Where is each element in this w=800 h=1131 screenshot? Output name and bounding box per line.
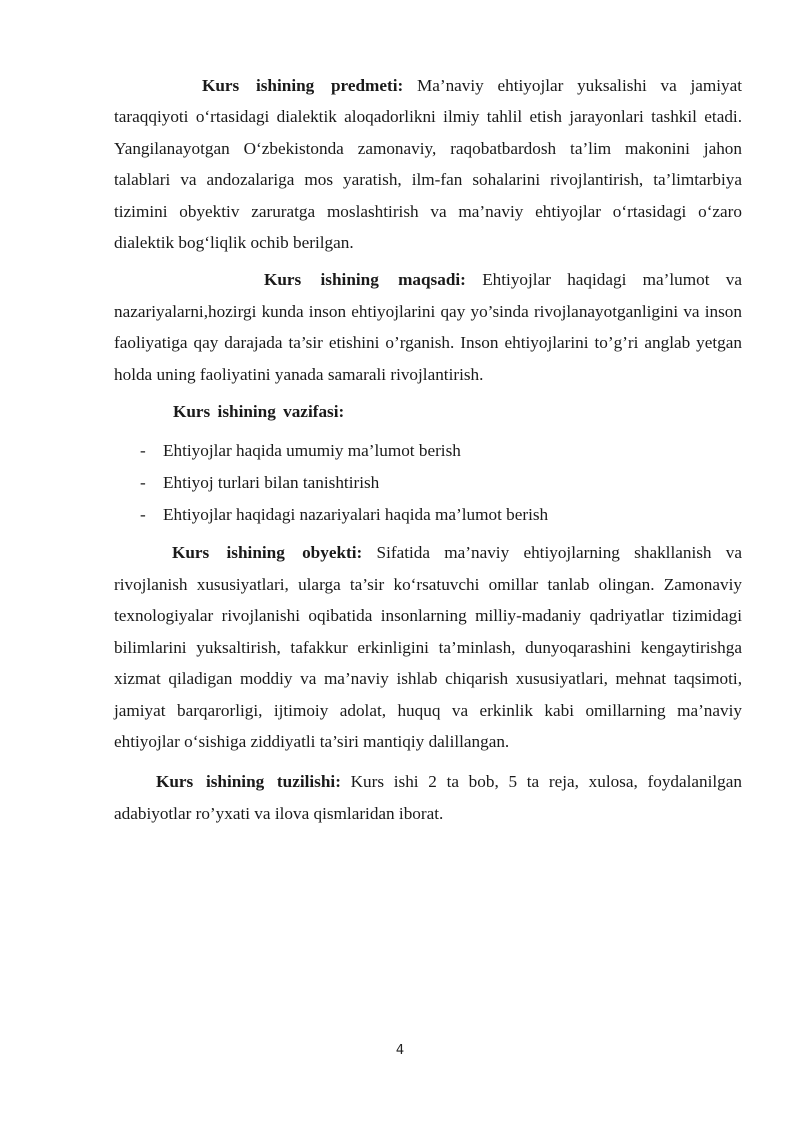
list-item-text: Ehtiyojlar haqida umumiy ma’lumot berish <box>163 441 461 461</box>
section-heading-vazifasi: Kurs ishining vazifasi: <box>173 402 345 422</box>
task-list <box>114 435 742 531</box>
section-heading-obyekti: Kurs ishining obyekti: <box>172 543 363 563</box>
section-predmeti <box>114 70 742 258</box>
section-text-obyekti: Sifatida ma’naviy ehtiyojlarning shakllanish va rivojlanish xususiyatlari, ularga ta’sir ko‘rsatuvchi omillar tanlab olingan. Zamonaviy texnologiyalar rivojlanishi oqibatida insonlarning milliy-madaniy qadriyatlar tizimidagi bilimlarini yuksaltirish, tafakkur erkinligini ta’minlash, dunyoqarashini kengaytirishga xizmat qiladigan moddiy va ma’naviy ishlab chiqarish xususiyatlari, mehnat taqsimoti, jamiyat barqarorligi, ijtimoiy adolat, huquq va erkinlik kabi omillarning ma’naviy ehtiyojlar o‘sishiga ziddiyatli ta’siri mantiqiy dalillangan. <box>114 543 742 751</box>
section-obyekti <box>114 537 742 757</box>
section-text-tuzilishi: Kurs ishi 2 ta bob, 5 ta reja, xulosa, foydalanilgan adabiyotlar ro’yxati va ilova qismlaridan iborat. <box>114 772 742 823</box>
list-item <box>114 435 742 467</box>
page-number: 4 <box>395 1043 405 1058</box>
section-text-maqsadi: Ehtiyojlar haqidagi ma’lumot va nazariyalarni,hozirgi kunda inson ehtiyojlarini qay yo’sinda rivojlanayotganligini va inson faoliyatiga qay darajada ta’sir etishini o’rganish. Inson ehtiyojlarini to’g’ri anglab yetgan holda uning faoliyatini yanada samarali rivojlantirish. <box>114 270 742 384</box>
section-maqsadi <box>114 264 742 390</box>
list-marker: - <box>140 441 146 461</box>
list-item <box>114 467 742 499</box>
section-text-predmeti: Ma’naviy ehtiyojlar yuksalishi va jamiyat taraqqiyoti o‘rtasidagi dialektik aloqadorlikni ilmiy tahlil etish jarayonlari tashkil etadi. Yangilanayotgan O‘zbekistonda zamonaviy, raqobatbardosh ta’lim makonini jahon talablari va andozalariga mos yaratish, ilm-fan sohalarini rivojlantirish, ta’limtarbiya tizimini obyektiv zaruratga moslashtirish va ma’naviy ehtiyojlar o‘rtasidagi o‘zaro dialektik bog‘liqlik ochib berilgan. <box>114 76 743 253</box>
section-heading-predmeti: Kurs ishining predmeti: <box>202 76 404 95</box>
list-item-text: Ehtiyojlar haqidagi nazariyalari haqida ma’lumot berish <box>163 505 549 525</box>
list-item <box>114 499 742 531</box>
section-tuzilishi <box>114 766 742 829</box>
section-vazifasi <box>114 396 742 427</box>
list-marker: - <box>140 473 146 493</box>
section-heading-maqsadi: Kurs ishining maqsadi: <box>264 270 466 290</box>
page-content <box>114 70 742 829</box>
list-marker: - <box>140 505 146 525</box>
list-item-text: Ehtiyoj turlari bilan tanishtirish <box>163 473 380 493</box>
section-heading-tuzilishi: Kurs ishining tuzilishi: <box>156 772 341 792</box>
